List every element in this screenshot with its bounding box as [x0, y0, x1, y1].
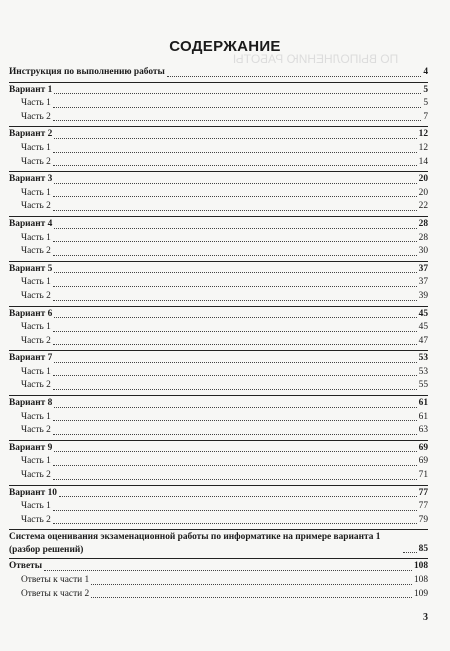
dot-leader [53, 152, 417, 153]
dot-leader [53, 300, 417, 301]
toc-section [9, 218, 428, 262]
dot-leader [54, 272, 416, 273]
dot-leader [53, 241, 417, 242]
toc-entry-label: Вариант 6 [9, 308, 53, 319]
toc-entry-label: Часть 2 [21, 425, 51, 436]
toc-entry-label: Часть 2 [21, 514, 51, 525]
toc-heading-row [9, 84, 428, 98]
dot-leader [53, 210, 417, 211]
toc-entry-label: Часть 1 [21, 277, 51, 288]
toc-entry-label: Часть 2 [21, 246, 51, 257]
dot-leader [53, 479, 417, 480]
toc-entry-label: Вариант 4 [9, 218, 53, 229]
dot-leader [54, 451, 416, 452]
dot-leader [167, 76, 421, 77]
toc-subitem-row [9, 290, 428, 304]
toc-entry-label: Часть 2 [21, 111, 51, 122]
toc-subitem-row [9, 514, 428, 528]
dot-leader [53, 420, 417, 421]
toc-section [9, 531, 428, 559]
dot-leader [54, 183, 416, 184]
toc-page-number: 53 [418, 353, 428, 364]
toc-subitem-row [9, 335, 428, 349]
dot-leader [91, 597, 412, 598]
toc-entry-label: Часть 1 [21, 411, 51, 422]
dot-leader [53, 107, 421, 108]
table-of-contents [9, 66, 428, 604]
toc-page-number: 30 [418, 246, 428, 257]
toc-entry-label: Инструкция по выполнению работы [9, 67, 165, 77]
toc-page-number: 109 [413, 588, 428, 599]
toc-entry-label: Часть 1 [21, 187, 51, 198]
toc-page-number: 14 [418, 156, 428, 167]
dot-leader [53, 375, 417, 376]
dot-leader [53, 465, 417, 466]
toc-subitem-row [9, 366, 428, 380]
toc-page-number: 37 [418, 263, 428, 274]
toc-section [9, 442, 428, 486]
page-number: 3 [423, 612, 428, 623]
toc-page-number: 45 [418, 308, 428, 319]
toc-page-number: 108 [413, 575, 428, 585]
dot-leader [54, 93, 421, 94]
toc-page-number: 47 [418, 335, 428, 346]
toc-section [9, 560, 428, 603]
toc-page-number: 61 [418, 411, 428, 422]
toc-entry-label: Вариант 2 [9, 129, 53, 140]
toc-entry-label: Часть 2 [21, 380, 51, 391]
toc-section [9, 308, 428, 352]
toc-heading-row [9, 128, 428, 142]
toc-entry-label: Часть 1 [21, 98, 51, 109]
toc-heading-row [9, 397, 428, 411]
dot-leader [53, 255, 417, 256]
toc-subitem-row [9, 469, 428, 483]
toc-page-number: 77 [418, 501, 428, 512]
toc-entry-label: Часть 2 [21, 201, 51, 212]
toc-page-number: 79 [418, 514, 428, 525]
toc-page-number: 69 [418, 442, 428, 453]
dot-leader [53, 344, 417, 345]
dot-leader [53, 389, 417, 390]
toc-subitem-row [9, 574, 428, 588]
toc-subitem-row [9, 424, 428, 438]
toc-page-number: 63 [418, 425, 428, 436]
bleed-through-text: ПО ВЫПОЛНЕНИЮ РАБОТЫ [232, 52, 398, 66]
toc-page-number: 39 [418, 290, 428, 301]
dot-leader [44, 570, 412, 571]
toc-page-number: 85 [418, 543, 428, 554]
toc-heading-row [9, 218, 428, 232]
dot-leader [91, 584, 412, 585]
toc-section [9, 128, 428, 172]
toc-page-number: 5 [423, 98, 428, 109]
toc-heading-row [9, 308, 428, 322]
toc-entry-label: Вариант 10 [9, 487, 57, 498]
toc-page-number: 53 [418, 366, 428, 377]
dot-leader [54, 317, 416, 318]
toc-subitem-row [9, 455, 428, 469]
toc-section [9, 84, 428, 128]
toc-page-number: 37 [418, 277, 428, 288]
dot-leader [53, 331, 417, 332]
dot-leader [54, 138, 416, 139]
dot-leader [53, 434, 417, 435]
toc-page-number: 7 [423, 111, 428, 122]
dot-leader [59, 496, 417, 497]
toc-subitem-row [9, 187, 428, 201]
toc-page-number: 69 [418, 456, 428, 467]
toc-entry-label: Вариант 8 [9, 398, 53, 409]
toc-entry-label: Часть 1 [21, 501, 51, 512]
page-title: СОДЕРЖАНИЕ [169, 38, 281, 55]
toc-entry-label: Часть 2 [21, 470, 51, 481]
toc-entry-label: Система оценивания экзаменационной работы по информатике на примере варианта 1 (разбор решений) [9, 532, 381, 555]
toc-subitem-row [9, 97, 428, 111]
toc-section [9, 263, 428, 307]
dot-leader [53, 286, 417, 287]
dot-leader [54, 228, 416, 229]
toc-heading-row [9, 531, 428, 556]
toc-section [9, 352, 428, 396]
toc-subitem-row [9, 588, 428, 602]
toc-entry-label: Ответы к части 1 [21, 575, 90, 585]
toc-page-number: 45 [418, 322, 428, 333]
toc-subitem-row [9, 111, 428, 125]
toc-section [9, 173, 428, 217]
toc-page-number: 12 [418, 142, 428, 153]
dot-leader [53, 510, 417, 511]
toc-entry-label: Вариант 9 [9, 442, 53, 453]
dot-leader [53, 523, 417, 524]
toc-entry-label: Часть 1 [21, 322, 51, 333]
toc-subitem-row [9, 142, 428, 156]
toc-page-number: 4 [423, 67, 428, 77]
toc-page-number: 20 [418, 174, 428, 185]
toc-subitem-row [9, 321, 428, 335]
toc-entry-label: Часть 1 [21, 232, 51, 243]
toc-section [9, 66, 428, 83]
toc-page-number: 22 [418, 201, 428, 212]
toc-entry-label: Часть 2 [21, 156, 51, 167]
toc-page-number: 5 [423, 84, 428, 95]
toc-subitem-row [9, 232, 428, 246]
toc-subitem-row [9, 379, 428, 393]
toc-subitem-row [9, 411, 428, 425]
toc-entry-label: Часть 1 [21, 456, 51, 467]
toc-section [9, 487, 428, 531]
toc-heading-row [9, 66, 428, 80]
toc-page-number: 12 [418, 129, 428, 140]
dot-leader [403, 552, 417, 553]
toc-section [9, 397, 428, 441]
toc-subitem-row [9, 276, 428, 290]
toc-subitem-row [9, 500, 428, 514]
toc-heading-row [9, 352, 428, 366]
toc-heading-row [9, 487, 428, 501]
toc-page-number: 71 [418, 470, 428, 481]
toc-entry-label: Ответы к части 2 [21, 588, 90, 599]
toc-entry-label: Часть 2 [21, 290, 51, 301]
dot-leader [53, 165, 417, 166]
toc-subitem-row [9, 156, 428, 170]
dot-leader [54, 362, 416, 363]
toc-entry-label: Вариант 5 [9, 263, 53, 274]
toc-page-number: 28 [418, 232, 428, 243]
toc-heading-row [9, 442, 428, 456]
dot-leader [54, 407, 416, 408]
toc-entry-label: Часть 1 [21, 142, 51, 153]
toc-subitem-row [9, 200, 428, 214]
toc-subitem-row [9, 245, 428, 259]
toc-page-number: 61 [418, 398, 428, 409]
dot-leader [53, 196, 417, 197]
toc-entry-label: Вариант 7 [9, 353, 53, 364]
toc-entry-label: Вариант 1 [9, 84, 53, 95]
toc-entry-label: Вариант 3 [9, 174, 53, 185]
toc-page-number: 77 [418, 487, 428, 498]
toc-entry-label: Часть 1 [21, 366, 51, 377]
toc-page-number: 55 [418, 380, 428, 391]
toc-heading-row [9, 560, 428, 574]
toc-entry-label: Ответы [9, 561, 43, 572]
dot-leader [53, 120, 421, 121]
toc-heading-row [9, 263, 428, 277]
toc-page-number: 20 [418, 187, 428, 198]
toc-heading-row [9, 173, 428, 187]
toc-page-number: 28 [418, 218, 428, 229]
toc-entry-label: Часть 2 [21, 335, 51, 346]
toc-page-number: 108 [413, 561, 428, 572]
